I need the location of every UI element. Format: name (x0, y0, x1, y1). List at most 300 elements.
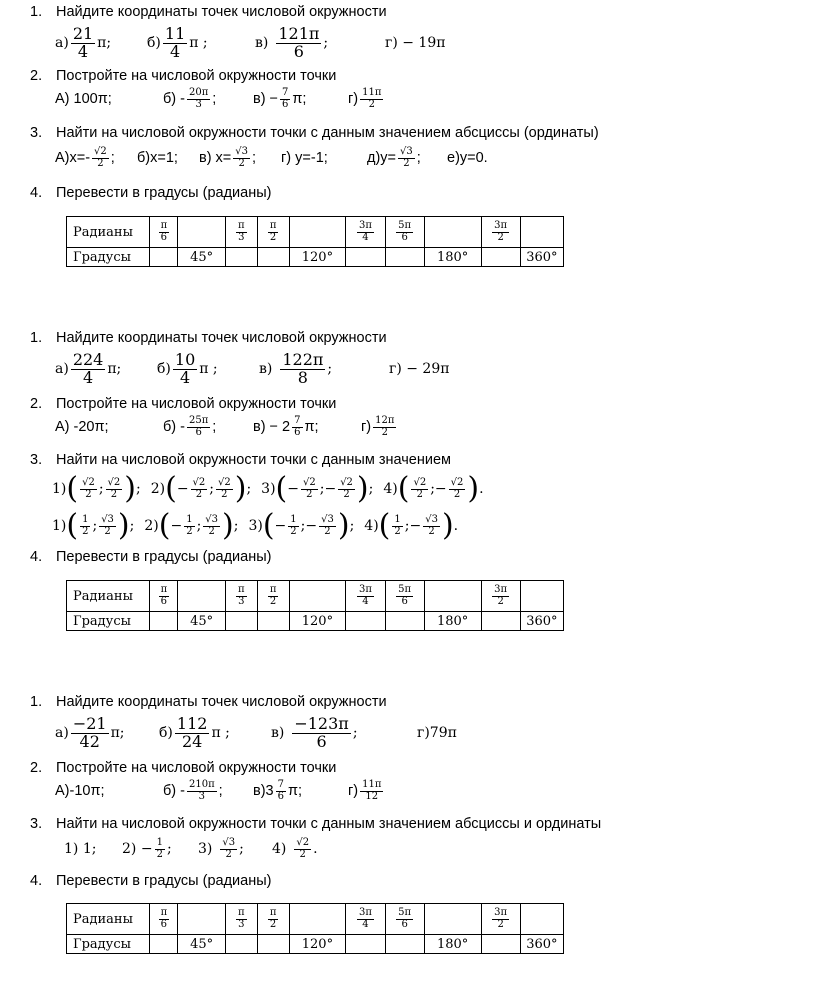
frac-den: 3 (198, 790, 206, 802)
item-tail: π ; (199, 361, 218, 378)
v1-task4-heading (30, 185, 271, 201)
item-tail: π ; (189, 35, 208, 52)
v3-task1-heading (30, 694, 387, 710)
frac-den: 3 (238, 595, 245, 607)
frac-den: 2 (453, 488, 461, 500)
frac-num: 11π (362, 87, 382, 98)
radian-fraction (236, 908, 247, 930)
frac-num: 7 (282, 87, 289, 98)
row-label-degrees: Градусы (67, 248, 150, 267)
item-tail: ; (136, 481, 141, 497)
frac (191, 478, 208, 500)
frac (80, 478, 97, 500)
degree-cell (225, 612, 257, 631)
task-text: Найти на числовой окружности точки с данным значением абсциссы (ординаты) (56, 125, 599, 141)
radian-fraction (492, 221, 509, 243)
frac-den: 2 (97, 157, 104, 169)
item-tail: π; (110, 725, 125, 742)
radian-cell (520, 217, 563, 248)
frac-num: 7 (294, 415, 301, 426)
frac-num: √2 (94, 146, 107, 157)
v2-task3-heading (30, 452, 451, 468)
item-label: в) x= (199, 150, 232, 166)
item-tail: ; (246, 481, 252, 497)
radian-cell (257, 581, 289, 612)
paren-open: ( (378, 508, 391, 543)
frac-num: √3 (222, 837, 236, 848)
radian-cell (424, 217, 481, 248)
radian-cell (424, 581, 481, 612)
degree-cell: 120° (289, 612, 346, 631)
separator: ; (92, 518, 98, 534)
task-number: 1. (30, 4, 43, 20)
task-number: 2. (30, 396, 43, 412)
radian-fraction (396, 221, 413, 243)
frac-den: 4 (77, 41, 89, 61)
radian-fraction (236, 221, 247, 243)
task-number: 1. (30, 330, 43, 346)
sign: − (305, 518, 318, 534)
radian-cell (520, 904, 563, 935)
degree-cell (346, 248, 385, 267)
item-label: а) (55, 361, 69, 378)
item-label: А)x=- (55, 150, 91, 166)
item-label: в)3 (253, 783, 274, 799)
frac-den: 6 (401, 595, 408, 607)
frac-den: 2 (195, 488, 203, 500)
radian-cell (289, 581, 346, 612)
paren-open: ( (262, 508, 275, 543)
item-tail: . (313, 841, 318, 857)
paren-open: ( (66, 471, 79, 506)
frac-den: 2 (497, 595, 504, 607)
item-label: б) (147, 35, 161, 52)
item-tail: ; (166, 841, 172, 857)
v3-task2-heading (30, 760, 336, 776)
frac-den: 4 (169, 41, 181, 61)
paren-open: ( (165, 471, 177, 506)
item-label: 1) (52, 481, 67, 497)
frac-num: 20π (189, 87, 209, 98)
frac-num: 224 (72, 350, 104, 369)
frac-den: 2 (497, 231, 504, 243)
degree-cell: 180° (424, 612, 481, 631)
frac-num: √3 (321, 514, 334, 525)
degree-cell: 45° (178, 935, 225, 954)
task-text: Перевести в градусы (радианы) (56, 549, 272, 565)
frac-den: 2 (428, 525, 435, 537)
frac-num: π (160, 220, 168, 231)
frac-num: 1 (290, 514, 297, 525)
coordinate-pair (144, 508, 239, 543)
degree-cell (385, 248, 424, 267)
frac-num: 5π (398, 220, 412, 231)
frac-num: 1 (394, 514, 401, 525)
separator: ; (209, 481, 214, 497)
radian-fraction (396, 585, 413, 607)
radian-fraction (492, 908, 509, 930)
frac-den: 2 (269, 595, 277, 607)
frac-den: 24 (181, 731, 203, 751)
degree-cell (257, 612, 289, 631)
item-label: в) − 2 (253, 419, 291, 435)
frac-num: 122π (282, 350, 324, 369)
paren-close: ) (117, 508, 130, 543)
v3-task3-items (64, 838, 318, 860)
item-text: − 19π (402, 35, 446, 52)
paren-open: ( (275, 471, 288, 506)
item-tail: ; (110, 150, 115, 166)
item-label: г) (348, 91, 359, 107)
degree-cell (257, 248, 289, 267)
frac-num: 121π (278, 24, 320, 43)
frac-num: 1 (156, 837, 163, 848)
radian-cell (424, 904, 481, 935)
v2-conversion-table (66, 580, 564, 631)
radian-cell (150, 904, 178, 935)
frac-num: √2 (107, 477, 121, 488)
radian-cell (346, 581, 385, 612)
frac-num: 1 (186, 514, 193, 525)
frac (106, 478, 123, 500)
item-label: е)y=0. (447, 150, 488, 166)
frac-num: √2 (218, 477, 231, 488)
radian-fraction (268, 221, 279, 243)
degree-cell (346, 935, 385, 954)
frac-num: 3π (494, 584, 508, 595)
frac-num: 25π (189, 415, 209, 426)
paren-open: ( (158, 508, 171, 543)
degree-cell: 45° (178, 612, 225, 631)
coordinate-pair (383, 471, 484, 506)
coordinate-pair (248, 508, 355, 543)
frac-den: 2 (104, 525, 111, 537)
sign: − (324, 481, 337, 497)
item-label: г) (389, 361, 402, 378)
frac-num: 12π (375, 415, 395, 426)
frac-den: 2 (221, 488, 228, 500)
frac-num: √3 (425, 514, 438, 525)
task-number: 4. (30, 549, 43, 565)
frac-num: √3 (400, 146, 413, 157)
frac (99, 515, 116, 537)
frac-den: 12 (365, 790, 379, 802)
task-text: Постройте на числовой окружности точки (56, 760, 337, 776)
row-label-radians: Радианы (67, 904, 150, 935)
frac (392, 515, 402, 537)
sign: − (170, 518, 183, 534)
frac-num: 112 (176, 714, 208, 733)
v2-task1-items (55, 352, 449, 387)
degree-cell: 360° (520, 935, 563, 954)
v1-task1-heading (30, 4, 387, 20)
item-label: г) y=-1; (281, 150, 328, 166)
radian-cell (481, 217, 520, 248)
item-label: б) (159, 725, 173, 742)
sign: − (176, 481, 189, 497)
v3-task1-items (55, 716, 457, 751)
item-tail: ; (129, 518, 135, 534)
task-text: Постройте на числовой окружности точки (56, 68, 337, 84)
v1-task3-heading (30, 125, 599, 141)
frac-den: 2 (324, 525, 331, 537)
radian-fraction (236, 585, 247, 607)
frac-den: 2 (394, 525, 401, 537)
item-label: б) - (163, 783, 185, 799)
item-tail: ; (327, 361, 333, 378)
radian-cell (346, 904, 385, 935)
frac-num: 10 (174, 350, 196, 369)
v3-task3-heading (30, 816, 601, 832)
radian-cell (178, 217, 225, 248)
task-number: 3. (30, 125, 43, 141)
row-label-degrees: Градусы (67, 935, 150, 954)
item-label: А) 100π; (55, 91, 112, 107)
degree-cell (225, 935, 257, 954)
frac-num: √2 (192, 477, 206, 488)
item-tail: ; (352, 725, 358, 742)
item-tail: π; (287, 783, 303, 799)
frac-num: √3 (205, 514, 219, 525)
frac-den: 2 (156, 848, 163, 860)
paren-close: ) (467, 471, 480, 506)
frac-num: √2 (413, 477, 427, 488)
item-label: г) (361, 419, 372, 435)
degree-cell (481, 248, 520, 267)
coordinate-pair (364, 508, 459, 543)
item-label: а) (55, 725, 69, 742)
degree-cell: 360° (520, 248, 563, 267)
item-label: в) (259, 361, 273, 378)
v1-task1-items (55, 26, 445, 61)
frac-den: 2 (110, 488, 118, 500)
frac-den: 6 (160, 231, 168, 243)
separator: ; (98, 481, 104, 497)
task-text: Найдите координаты точек числовой окружности (56, 4, 387, 20)
frac (411, 478, 428, 500)
frac-den: 6 (316, 731, 327, 751)
v2-task4-heading (30, 549, 271, 565)
v1-task2-heading (30, 68, 336, 84)
degree-cell (346, 612, 385, 631)
frac-num: π (269, 584, 277, 595)
item-label: А)-10π; (55, 783, 105, 799)
frac (203, 515, 220, 537)
frac-num: π (237, 584, 245, 595)
frac-num: π (237, 907, 245, 918)
radian-fraction (268, 585, 279, 607)
item-tail: ; (252, 150, 257, 166)
degree-cell: 180° (424, 248, 481, 267)
radian-fraction (357, 221, 374, 243)
frac (301, 478, 318, 500)
item-tail: ; (239, 841, 244, 857)
frac-num: 1 (82, 514, 89, 525)
task-text: Найдите координаты точек числовой окружности (56, 330, 387, 346)
item-tail: π; (107, 361, 122, 378)
frac-num: 5π (398, 907, 412, 918)
radian-fraction (159, 908, 170, 930)
item-tail: ; (368, 481, 374, 497)
radian-cell (257, 904, 289, 935)
frac-num: π (269, 220, 277, 231)
frac (216, 478, 233, 500)
separator: ; (430, 481, 435, 497)
paren-close: ) (337, 508, 350, 543)
radian-cell (346, 217, 385, 248)
frac-num: √2 (340, 477, 353, 488)
radian-cell (225, 217, 257, 248)
frac-num: 3π (358, 584, 372, 595)
v3-task2-items (55, 780, 385, 802)
task-text: Перевести в градусы (радианы) (56, 873, 272, 889)
task-number: 1. (30, 694, 43, 710)
frac-den: 6 (160, 595, 168, 607)
frac-den: 3 (195, 98, 202, 110)
frac-den: 2 (381, 426, 388, 438)
frac-den: 2 (82, 525, 89, 537)
item-tail: π ; (211, 725, 230, 742)
item-label: б) - (163, 91, 185, 107)
frac-den: 2 (85, 488, 92, 500)
degree-cell (150, 612, 178, 631)
degree-cell: 120° (289, 248, 346, 267)
frac (449, 478, 466, 500)
frac-den: 2 (269, 918, 277, 930)
v1-conversion-table (66, 216, 564, 267)
item-label: 4) (364, 518, 379, 534)
frac-den: 6 (282, 98, 289, 110)
task-number: 4. (30, 185, 43, 201)
task-text: Найдите координаты точек числовой окружности (56, 694, 387, 710)
item-label: д)y= (367, 150, 397, 166)
degree-cell (481, 935, 520, 954)
row-label-radians: Радианы (67, 581, 150, 612)
row-label-degrees: Градусы (67, 612, 150, 631)
radian-cell (289, 217, 346, 248)
separator: ; (319, 481, 325, 497)
v1-task2-items (55, 88, 385, 110)
item-label: 2) (144, 518, 159, 534)
v3-task4-heading (30, 873, 271, 889)
item-label: в) − (253, 91, 279, 107)
frac-num: π (160, 584, 168, 595)
frac-den: 2 (186, 525, 193, 537)
frac-num: π (160, 907, 168, 918)
frac-num: −21 (72, 714, 107, 733)
radian-cell (150, 217, 178, 248)
item-label: б) (157, 361, 171, 378)
degree-cell: 360° (520, 612, 563, 631)
frac (338, 478, 355, 500)
item-label: г) (385, 35, 398, 52)
frac-den: 6 (294, 426, 301, 438)
radian-fraction (396, 908, 413, 930)
frac-num: −123π (294, 714, 349, 733)
frac-den: 2 (403, 157, 410, 169)
frac-den: 6 (293, 41, 304, 61)
item-label: 3) (198, 841, 213, 857)
degree-cell (385, 935, 424, 954)
item-tail: π; (97, 35, 112, 52)
frac-den: 4 (362, 918, 369, 930)
sign: − (434, 481, 447, 497)
frac-den: 6 (401, 918, 408, 930)
frac-num: √2 (303, 477, 316, 488)
sign: − (274, 518, 287, 534)
frac-den: 2 (368, 98, 375, 110)
frac (423, 515, 440, 537)
degree-cell: 180° (424, 935, 481, 954)
paren-open: ( (66, 508, 79, 543)
frac-num: √2 (82, 477, 95, 488)
frac-num: 5π (398, 584, 412, 595)
frac-num: 11 (164, 24, 186, 43)
frac-num: 3π (494, 907, 508, 918)
frac-num: 7 (277, 779, 284, 790)
task-number: 2. (30, 68, 43, 84)
v1-task3-items (55, 147, 488, 169)
item-tail: ; (349, 518, 355, 534)
item-label: а) (55, 35, 69, 52)
item-label: 2) (150, 481, 166, 497)
frac-num: 3π (358, 220, 372, 231)
degree-cell (385, 612, 424, 631)
frac-den: 2 (225, 848, 232, 860)
item-label: 4) (272, 841, 287, 857)
frac-num: √3 (235, 146, 249, 157)
frac-den: 2 (306, 488, 313, 500)
frac-den: 2 (416, 488, 423, 500)
frac (288, 515, 298, 537)
radian-cell (520, 581, 563, 612)
radian-cell (178, 904, 225, 935)
degree-cell (150, 935, 178, 954)
sign: − (287, 481, 299, 497)
frac-num: √2 (296, 837, 310, 848)
frac (80, 515, 90, 537)
item-tail: . (453, 518, 459, 534)
paren-close: ) (441, 508, 454, 543)
degree-cell (481, 612, 520, 631)
frac-den: 3 (238, 918, 245, 930)
task-number: 3. (30, 816, 43, 832)
radian-fraction (159, 585, 170, 607)
task-number: 3. (30, 452, 43, 468)
frac-den: 2 (497, 918, 504, 930)
v2-task3-pairs-row1 (52, 471, 494, 506)
coordinate-pair (52, 508, 135, 543)
paren-close: ) (234, 471, 247, 506)
item-label: г)79π (417, 725, 457, 742)
frac-den: 2 (238, 157, 245, 169)
radian-cell (178, 581, 225, 612)
item-label: 3) (261, 481, 276, 497)
frac-num: 3π (494, 220, 508, 231)
degree-cell (225, 248, 257, 267)
frac-num: √3 (101, 514, 114, 525)
frac-den: 6 (160, 918, 168, 930)
frac-num: π (269, 907, 277, 918)
item-tail: . (479, 481, 484, 497)
item-tail: ; (212, 419, 217, 435)
item-tail: ; (416, 150, 421, 166)
separator: ; (404, 518, 410, 534)
frac-den: 2 (290, 525, 297, 537)
task-number: 2. (30, 760, 43, 776)
paren-close: ) (356, 471, 369, 506)
paren-open: ( (397, 471, 410, 506)
